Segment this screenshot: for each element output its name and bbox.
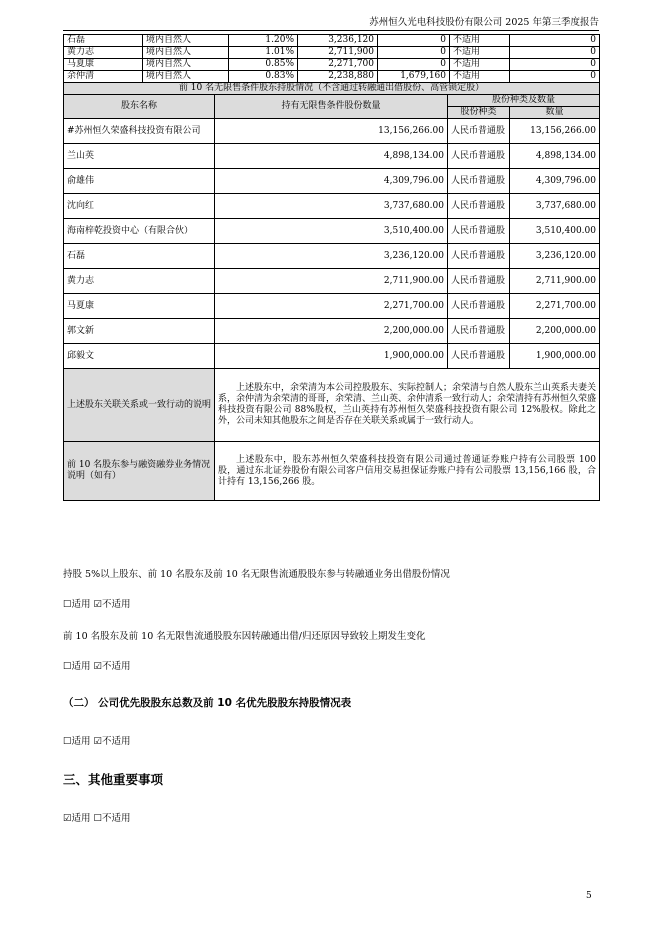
shareholder-name: 沈向红 bbox=[64, 194, 215, 219]
table-row bbox=[64, 35, 600, 47]
table-row bbox=[64, 344, 600, 369]
preferred-choice: ☐适用 ☑不适用 bbox=[63, 736, 131, 747]
shareholder-type: 境内自然人 bbox=[143, 71, 229, 83]
holding-percent: 0.83% bbox=[229, 71, 298, 83]
table-row bbox=[64, 219, 600, 244]
unrestricted-shares: 4,309,796.00 bbox=[215, 169, 448, 194]
shareholder-name: 石磊 bbox=[64, 244, 215, 269]
pledge-status: 不适用 bbox=[450, 35, 510, 47]
pledge-status: 不适用 bbox=[450, 71, 510, 83]
table-title: 前 10 名无限售条件股东持股情况（不含通过转融通出借股份、高管锁定股） bbox=[64, 83, 600, 95]
share-kind: 人民币普通股 bbox=[448, 344, 510, 369]
shareholder-name: 邱毅文 bbox=[64, 344, 215, 369]
col-header-shares: 持有无限售条件股份数量 bbox=[215, 95, 448, 119]
restricted-shares: 0 bbox=[378, 59, 450, 71]
share-kind: 人民币普通股 bbox=[448, 219, 510, 244]
pledge-qty: 0 bbox=[510, 59, 600, 71]
share-kind: 人民币普通股 bbox=[448, 269, 510, 294]
share-kind: 人民币普通股 bbox=[448, 244, 510, 269]
table-row bbox=[64, 71, 600, 83]
top-shareholders-table-continued bbox=[63, 34, 600, 83]
shareholder-name: 俞雄伟 bbox=[64, 169, 215, 194]
holding-shares: 3,236,120 bbox=[298, 35, 378, 47]
restricted-shares: 1,679,160 bbox=[378, 71, 450, 83]
table-row bbox=[64, 294, 600, 319]
table-row bbox=[64, 194, 600, 219]
pledge-qty: 0 bbox=[510, 47, 600, 59]
share-qty: 13,156,266.00 bbox=[510, 119, 600, 144]
share-qty: 3,737,680.00 bbox=[510, 194, 600, 219]
unrestricted-shares: 3,236,120.00 bbox=[215, 244, 448, 269]
restricted-shares: 0 bbox=[378, 47, 450, 59]
pledge-qty: 0 bbox=[510, 35, 600, 47]
relation-text: 上述股东中，余荣清为本公司控股股东、实际控制人；余荣清与自然人股东兰山英系夫妻关系，余仲清为余荣清的哥哥，余荣清、兰山英、余仲清系一致行动人；余荣清持有苏州恒久荣盛科技投资有限公司 88%股权，兰山英持有苏州恒久荣盛科技投资有限公司 12%股权。除此之外，公司未知其他股东之间是否存在关联关系或属于一致行动人。 bbox=[215, 369, 600, 442]
holding-percent: 1.20% bbox=[229, 35, 298, 47]
unrestricted-shares: 3,737,680.00 bbox=[215, 194, 448, 219]
shareholder-type: 境内自然人 bbox=[143, 35, 229, 47]
shareholder-name: 马夏康 bbox=[64, 59, 143, 71]
share-qty: 1,900,000.00 bbox=[510, 344, 600, 369]
shareholder-type: 境内自然人 bbox=[143, 59, 229, 71]
col-header-qty: 数量 bbox=[510, 107, 600, 119]
unrestricted-shares: 2,271,700.00 bbox=[215, 294, 448, 319]
shareholder-name: 马夏康 bbox=[64, 294, 215, 319]
table-row bbox=[64, 47, 600, 59]
change-paragraph: 前 10 名股东及前 10 名无限售流通股股东因转融通出借/归还原因导致较上期发生变化 bbox=[63, 631, 426, 642]
other-matters-choice: ☑适用 ☐不适用 bbox=[63, 813, 131, 824]
margin-label: 前 10 名股东参与融资融券业务情况说明（如有） bbox=[64, 442, 215, 501]
holding-shares: 2,238,880 bbox=[298, 71, 378, 83]
pledge-status: 不适用 bbox=[450, 59, 510, 71]
holding-shares: 2,711,900 bbox=[298, 47, 378, 59]
unrestricted-shares: 2,200,000.00 bbox=[215, 319, 448, 344]
share-kind: 人民币普通股 bbox=[448, 294, 510, 319]
col-header-name: 股东名称 bbox=[64, 95, 215, 119]
table-row bbox=[64, 244, 600, 269]
section-preferred-shares-heading: （二） 公司优先股股东总数及前 10 名优先股股东持股情况表 bbox=[63, 697, 352, 709]
table-row bbox=[64, 119, 600, 144]
share-kind: 人民币普通股 bbox=[448, 119, 510, 144]
shareholder-name: 黄力志 bbox=[64, 47, 143, 59]
pledge-status: 不适用 bbox=[450, 47, 510, 59]
table-row bbox=[64, 319, 600, 344]
unrestricted-shares: 3,510,400.00 bbox=[215, 219, 448, 244]
share-qty: 4,309,796.00 bbox=[510, 169, 600, 194]
unrestricted-shares: 4,898,134.00 bbox=[215, 144, 448, 169]
relation-label: 上述股东关联关系或一致行动的说明 bbox=[64, 369, 215, 442]
restricted-shares: 0 bbox=[378, 35, 450, 47]
holding-shares: 2,271,700 bbox=[298, 59, 378, 71]
shareholder-name: 郭文新 bbox=[64, 319, 215, 344]
share-qty: 2,271,700.00 bbox=[510, 294, 600, 319]
table-row bbox=[64, 59, 600, 71]
section-other-matters-heading: 三、其他重要事项 bbox=[63, 772, 164, 787]
holding-percent: 0.85% bbox=[229, 59, 298, 71]
share-qty: 2,200,000.00 bbox=[510, 319, 600, 344]
holding-percent: 1.01% bbox=[229, 47, 298, 59]
share-kind: 人民币普通股 bbox=[448, 144, 510, 169]
share-kind: 人民币普通股 bbox=[448, 194, 510, 219]
lending-choice: ☐适用 ☑不适用 bbox=[63, 599, 131, 610]
share-kind: 人民币普通股 bbox=[448, 319, 510, 344]
page-header: 苏州恒久光电科技股份有限公司 2025 年第三季度报告 bbox=[63, 14, 599, 31]
share-qty: 2,711,900.00 bbox=[510, 269, 600, 294]
pledge-qty: 0 bbox=[510, 71, 600, 83]
col-header-kind: 股份种类 bbox=[448, 107, 510, 119]
share-qty: 4,898,134.00 bbox=[510, 144, 600, 169]
change-choice: ☐适用 ☑不适用 bbox=[63, 661, 131, 672]
shareholder-name: #苏州恒久荣盛科技投资有限公司 bbox=[64, 119, 215, 144]
table-row bbox=[64, 144, 600, 169]
share-qty: 3,236,120.00 bbox=[510, 244, 600, 269]
shareholder-name: 兰山英 bbox=[64, 144, 215, 169]
unrestricted-shares: 2,711,900.00 bbox=[215, 269, 448, 294]
margin-text: 上述股东中，股东苏州恒久荣盛科技投资有限公司通过普通证券账户持有公司股票 100 股，通过东北证券股份有限公司客户信用交易担保证券账户持有公司股票 13,156,166 股，合计持有 13,156,266 股。 bbox=[215, 442, 600, 501]
share-qty: 3,510,400.00 bbox=[510, 219, 600, 244]
lending-paragraph: 持股 5%以上股东、前 10 名股东及前 10 名无限售流通股股东参与转融通业务出借股份情况 bbox=[63, 569, 450, 580]
shareholder-name: 石磊 bbox=[64, 35, 143, 47]
unrestricted-shares: 1,900,000.00 bbox=[215, 344, 448, 369]
shareholder-name: 海南梓乾投资中心（有限合伙） bbox=[64, 219, 215, 244]
table-row bbox=[64, 169, 600, 194]
shareholder-name: 黄力志 bbox=[64, 269, 215, 294]
share-kind: 人民币普通股 bbox=[448, 169, 510, 194]
table-row bbox=[64, 269, 600, 294]
unrestricted-shareholders-table bbox=[63, 82, 600, 501]
col-header-group: 股份种类及数量 bbox=[448, 95, 600, 107]
shareholder-name: 余仲清 bbox=[64, 71, 143, 83]
page-number: 5 bbox=[586, 891, 592, 901]
shareholder-type: 境内自然人 bbox=[143, 47, 229, 59]
unrestricted-shares: 13,156,266.00 bbox=[215, 119, 448, 144]
